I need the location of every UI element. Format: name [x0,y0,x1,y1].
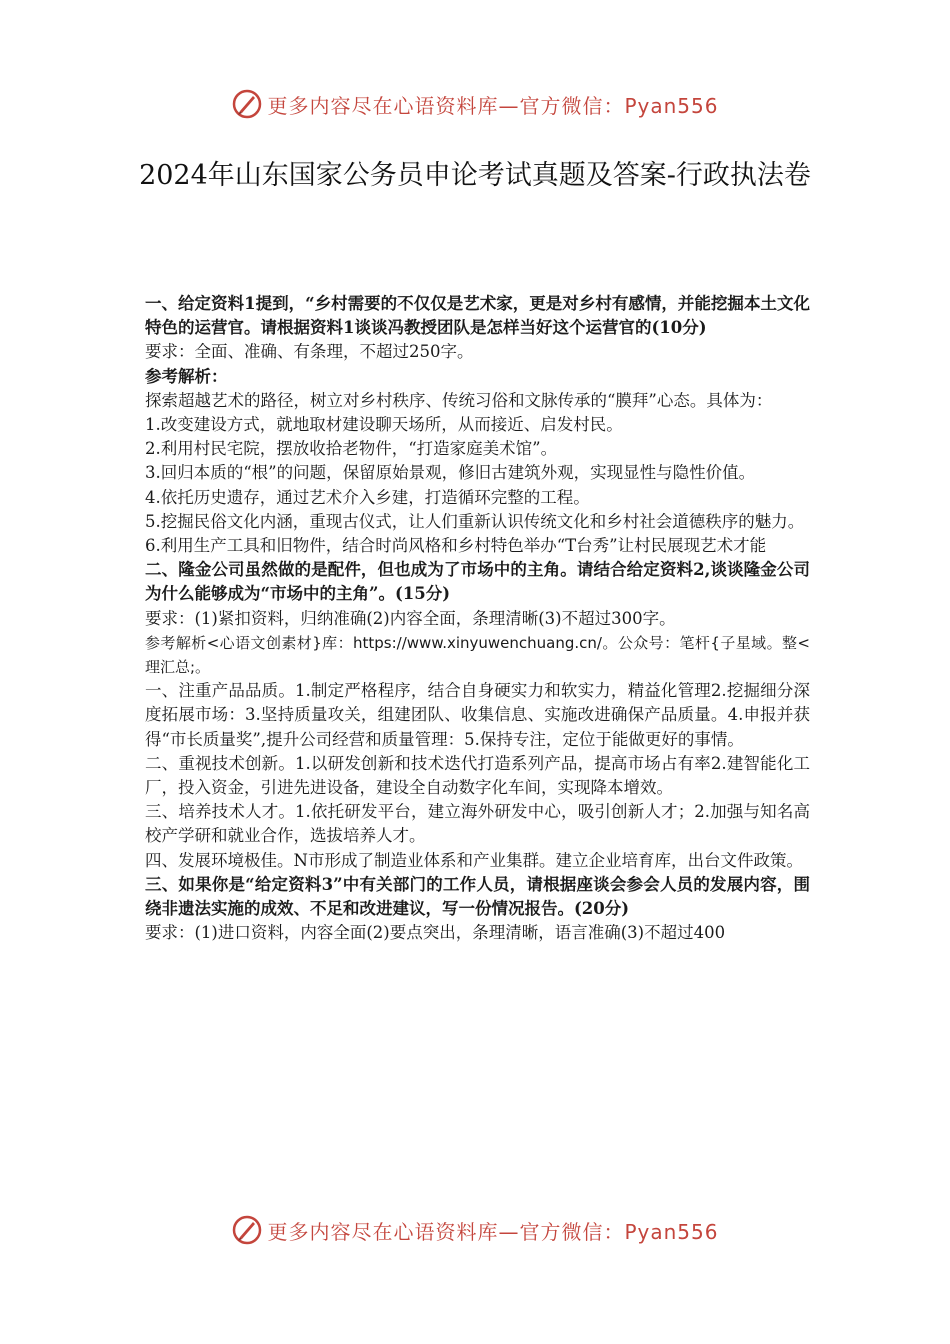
body-paragraph: 二、重视技术创新。1.以研发创新和技术迭代打造系列产品，提高市场占有率2.建智能化工厂，投入资金，引进先进设备，建设全自动数字化车间，实现降本增效。 [145,753,810,798]
body-paragraph: 5.挖掘民俗文化内涵，重现古仪式，让人们重新认识传统文化和乡村社会道德秩序的魅力。 [145,511,805,531]
question-heading: 三、如果你是“给定资料3”中有关部门的工作人员，请根据座谈会参会人员的发展内容，围绕非遗法实施的成效、不足和改进建议，写一份情况报告。(20分) [145,874,810,919]
body-paragraph: 一、注重产品品质。1.制定严格程序，结合自身硬实力和软实力，精益化管理2.挖掘细分深度拓展市场：3.坚持质量攻关，组建团队、收集信息、实施改进确保产品质量。4.申报并获得“市长质量奖”,提升公司经营和质量管理：5.保持专注，定位于能做更好的事情。 [145,681,810,749]
body-paragraph: 三、培养技术人才。1.依托研发平台，建立海外研发中心，吸引创新人才；2.加强与知名高校产学研和就业合作，选拔培养人才。 [145,802,810,846]
document-title: 2024年山东国家公务员申论考试真题及答案-行政执法卷 [139,160,811,191]
question-heading: 二、隆金公司虽然做的是配件，但也成为了市场中的主角。请结合给定资料2,谈谈隆金公司为什么能够成为“市场中的主角”。(15分) [145,560,810,604]
question-heading: 参考解析： [145,366,228,386]
body-paragraph: 四、发展环境极佳。N市形成了制造业体系和产业集群。建立企业培育库，出台文件政策。 [145,850,803,870]
quill-pen-logo-icon [231,1214,263,1246]
body-paragraph: 4.依托历史遗存，通过艺术介入乡建，打造循环完整的工程。 [145,487,590,507]
body-paragraph: 要求：(1)进口资料，内容全面(2)要点突出，条理清晰，语言准确(3)不超过400 [145,923,726,943]
watermark-banner-top [0,84,950,124]
question-heading: 一、给定资料1提到，“乡村需要的不仅仅是艺术家，更是对乡村有感情，并能挖掘本土文化特色的运营官。请根据资料1谈谈冯教授团队是怎样当好这个运营官的(10分) [145,294,810,338]
watermark-banner-bottom [0,1210,950,1250]
quill-pen-logo-icon [231,88,263,120]
body-paragraph: 3.回归本质的“根”的问题，保留原始景观，修旧古建筑外观，实现显性与隐性价值。 [145,463,756,483]
body-paragraph: 2.利用村民宅院，摆放收拾老物件，“打造家庭美术馆”。 [145,439,558,459]
body-paragraph: 探索超越艺术的路径，树立对乡村秩序、传统习俗和文脉传承的“膜拜”心态。具体为： [145,390,773,410]
watermark-text: 更多内容尽在心语资料库—官方微信：Pyan556 [267,1219,719,1244]
body-paragraph: 6.利用生产工具和旧物件，结合时尚风格和乡村特色举办“T台秀”让村民展现艺术才能 [145,536,767,556]
body-paragraph: 参考解析<心语文创素材}库：https://www.xinyuwenchuang.cn/。公众号：笔杆{子星域。整<理汇总;。 [145,633,810,677]
document-body [145,292,810,945]
body-paragraph: 1.改变建设方式，就地取材建设聊天场所，从而接近、启发村民。 [145,415,623,435]
body-paragraph: 要求：(1)紧扣资料，归纳准确(2)内容全面，条理清晰(3)不超过300字。 [145,608,676,628]
watermark-text: 更多内容尽在心语资料库—官方微信：Pyan556 [267,93,719,118]
body-paragraph: 要求：全面、准确、有条理，不超过250字。 [145,342,474,362]
